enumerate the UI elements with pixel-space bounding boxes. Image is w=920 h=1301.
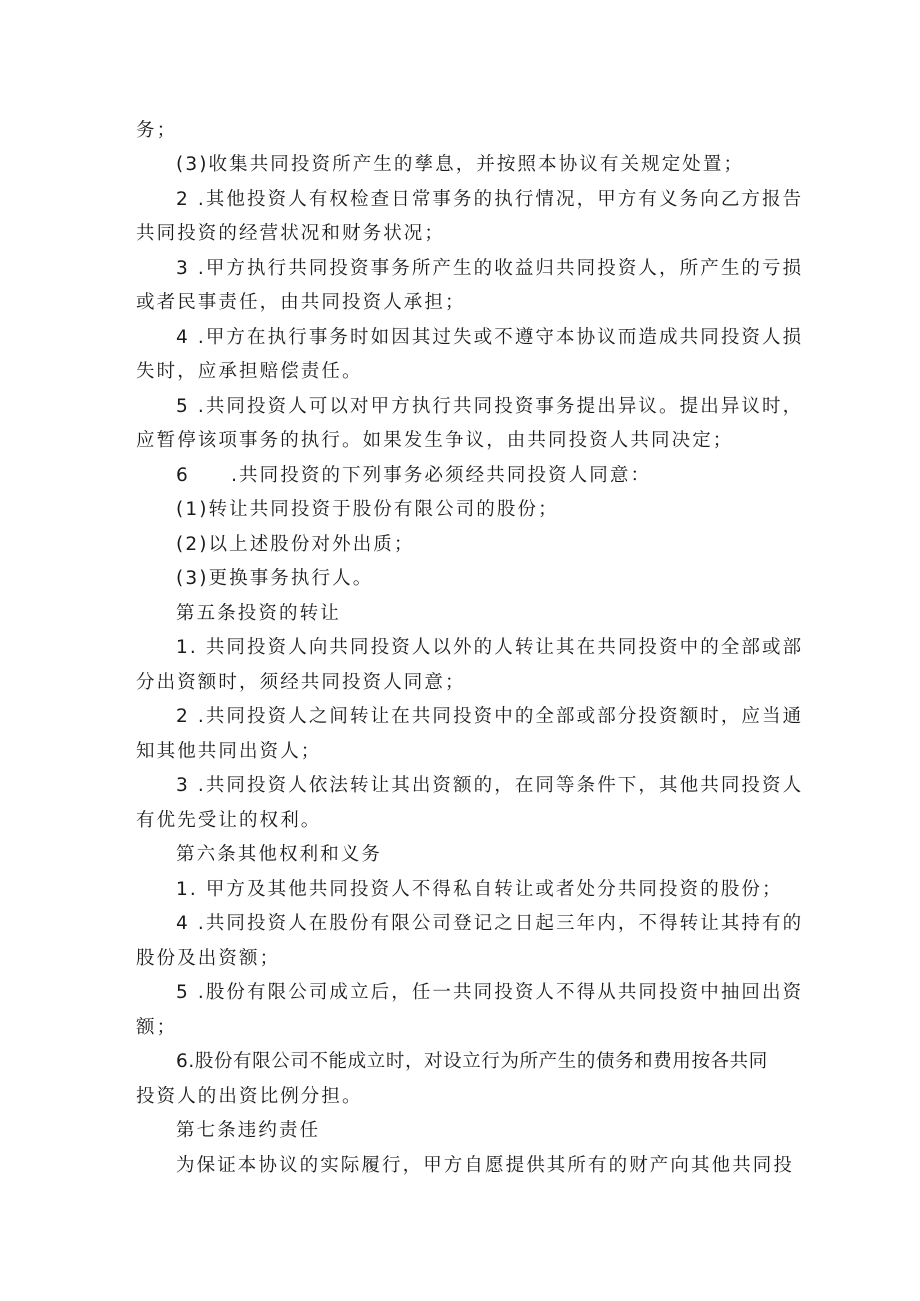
text-line: 有优先受让的权利。 [136, 810, 322, 831]
section-heading: 第五条投资的转让 [176, 603, 341, 624]
text-line: 6.股份有限公司不能成立时，对设立行为所产生的债务和费用按各共同 [176, 1051, 768, 1072]
text-line: 或者民事责任，由共同投资人承担； [136, 292, 466, 313]
text-line: 3 .甲方执行共同投资事务所产生的收益归共同投资人，所产生的亏损 [176, 258, 804, 279]
text-line: 为保证本协议的实际履行，甲方自愿提供其所有的财产向其他共同投 [176, 1155, 795, 1176]
text-line: 4 .甲方在执行事务时如因其过失或不遵守本协议而造成共同投资人损 [176, 327, 804, 348]
text-line: 分出资额时，须经共同投资人同意； [136, 672, 466, 693]
text-line: 5 .股份有限公司成立后，任一共同投资人不得从共同投资中抽回出资 [176, 982, 804, 1003]
text-line: 应暂停该项事务的执行。如果发生争议，由共同投资人共同决定； [136, 430, 734, 451]
text-line: 投资人的出资比例分担。 [136, 1086, 363, 1107]
text-line: 务； [136, 120, 178, 141]
text-line: 股份及出资额； [136, 948, 281, 969]
text-line: 知其他共同出资人； [136, 741, 322, 762]
text-line: (3)更换事务执行人。 [176, 568, 374, 589]
text-line: 4 .共同投资人在股份有限公司登记之日起三年内，不得转让其持有的 [176, 913, 804, 934]
text-line: 3 .共同投资人依法转让其出资额的，在同等条件下，其他共同投资人 [176, 775, 804, 796]
section-heading: 第七条违约责任 [176, 1120, 321, 1141]
text-line: 失时，应承担赔偿责任。 [136, 361, 363, 382]
text-line: 2 .其他投资人有权检查日常事务的执行情况，甲方有义务向乙方报告 [176, 189, 804, 210]
text-line: 1. 共同投资人向共同投资人以外的人转让其在共同投资中的全部或部 [176, 637, 804, 658]
text-line: 2 .共同投资人之间转让在共同投资中的全部或部分投资额时，应当通 [176, 706, 804, 727]
text-line: (2)以上述股份对外出质； [176, 534, 415, 555]
section-heading: 第六条其他权利和义务 [176, 844, 383, 865]
text-line: 共同投资的经营状况和财务状况； [136, 223, 446, 244]
text-line: 6 .共同投资的下列事务必须经共同投资人同意： [176, 465, 652, 486]
text-line: 5 .共同投资人可以对甲方执行共同投资事务提出异议。提出异议时， [176, 396, 804, 417]
text-line: 1. 甲方及其他共同投资人不得私自转让或者处分共同投资的股份； [176, 879, 783, 900]
text-line: (1)转让共同投资于股份有限公司的股份； [176, 499, 559, 520]
text-line: 额； [136, 1017, 178, 1038]
text-line: (3)收集共同投资所产生的孳息，并按照本协议有关规定处置； [176, 154, 745, 175]
